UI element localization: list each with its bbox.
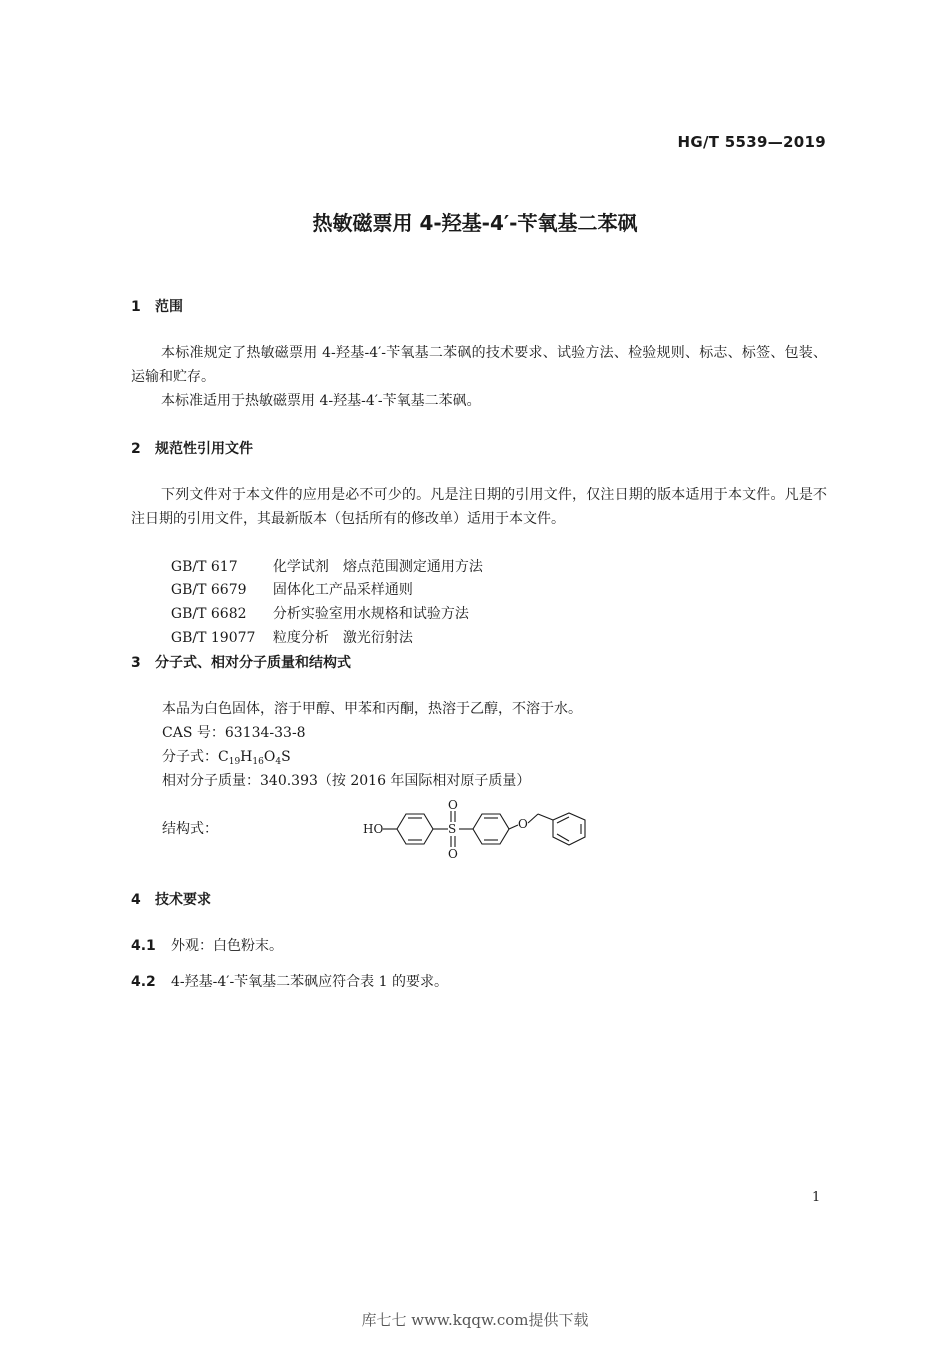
formula-element: O xyxy=(263,749,276,765)
reference-code: GB/T 6682 xyxy=(170,605,247,622)
formula-element: S xyxy=(281,749,291,765)
clause-text: 外观：白色粉末。 xyxy=(171,938,283,954)
clause-number: 4.1 xyxy=(131,938,156,954)
standard-code: HG/T 5539—2019 xyxy=(677,133,826,151)
formula-subscript: 16 xyxy=(252,757,264,767)
section-title: 分子式、相对分子质量和结构式 xyxy=(155,655,351,671)
clause-4-1 xyxy=(131,935,283,955)
molecular-weight: 相对分子质量：340.393（按 2016 年国际相对原子质量） xyxy=(162,773,531,789)
page-number: 1 xyxy=(812,1190,821,1205)
section-number: 2 xyxy=(131,441,141,457)
structural-formula xyxy=(360,797,610,861)
document-title: 热敏磁票用 4-羟基-4′-苄氧基二苯砜 xyxy=(312,211,638,235)
formula-label: 分子式： xyxy=(162,749,218,765)
reference-title: 化学试剂 熔点范围测定通用方法 xyxy=(272,558,483,575)
clause-number: 4.2 xyxy=(131,974,156,990)
section-2-heading xyxy=(131,438,253,458)
cas-number: CAS 号：63134-33-8 xyxy=(162,725,306,741)
reference-item xyxy=(162,603,413,650)
oxygen-label: O xyxy=(448,798,458,812)
sulfur-label: S xyxy=(448,822,457,836)
formula-element: C xyxy=(218,749,229,765)
hydroxyl-label: HO xyxy=(363,822,384,836)
reference-code: GB/T 617 xyxy=(170,558,238,575)
reference-title: 固体化工产品采样通则 xyxy=(272,581,413,598)
ether-oxygen-label: O xyxy=(518,817,528,831)
section-1-heading xyxy=(131,296,183,316)
formula-subscript: 4 xyxy=(275,757,282,767)
scope-paragraph-1: 本标准规定了热敏磁票用 4-羟基-4′-苄氧基二苯砜的技术要求、试验方法、检验规则、标志、标签、包装、运输和贮存。 xyxy=(131,345,827,385)
benzene-ring xyxy=(553,813,585,845)
references-intro: 下列文件对于本文件的应用是必不可少的。凡是注日期的引用文件，仅注日期的版本适用于本文件。凡是不注日期的引用文件，其最新版本（包括所有的修改单）适用于本文件。 xyxy=(131,487,827,527)
formula-element: H xyxy=(240,749,253,765)
section-title: 范围 xyxy=(155,299,183,315)
section-title: 规范性引用文件 xyxy=(155,441,253,457)
product-description: 本品为白色固体，溶于甲醇、甲苯和丙酮，热溶于乙醇，不溶于水。 xyxy=(162,701,582,717)
reference-code: GB/T 19077 xyxy=(170,629,256,646)
formula-subscript: 19 xyxy=(228,757,241,767)
section-number: 1 xyxy=(131,299,141,315)
reference-title: 粒度分析 激光衍射法 xyxy=(272,629,413,646)
scope-paragraph-2: 本标准适用于热敏磁票用 4-羟基-4′-苄氧基二苯砜。 xyxy=(161,393,481,409)
reference-code: GB/T 6679 xyxy=(170,581,247,598)
oxygen-label: O xyxy=(448,847,458,861)
section-4-heading xyxy=(131,889,211,909)
clause-text: 4-羟基-4′-苄氧基二苯砜应符合表 1 的要求。 xyxy=(171,974,448,990)
structure-label: 结构式： xyxy=(162,821,218,837)
download-watermark: 库七七 www.kqqw.com提供下载 xyxy=(361,1311,589,1329)
section-number: 3 xyxy=(131,655,141,671)
section-title: 技术要求 xyxy=(155,892,211,908)
clause-4-2 xyxy=(131,971,448,991)
section-number: 4 xyxy=(131,892,141,908)
section-3-heading xyxy=(131,652,351,672)
reference-title: 分析实验室用水规格和试验方法 xyxy=(272,605,469,622)
